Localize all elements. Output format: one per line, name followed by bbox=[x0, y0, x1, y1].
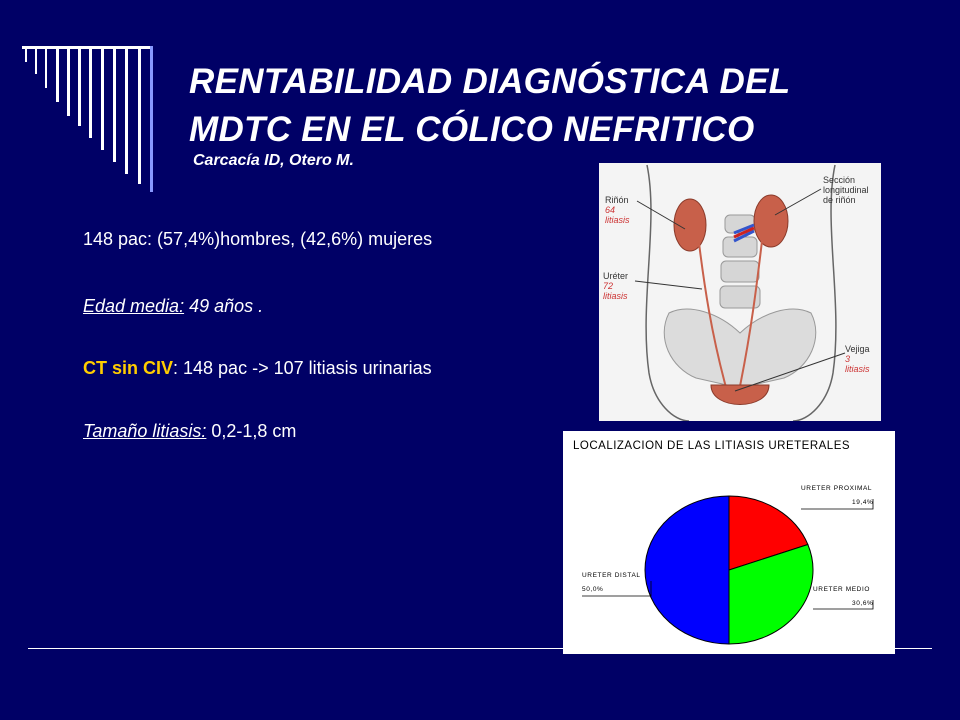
label-section-3: de riñón bbox=[823, 195, 856, 205]
bar-horizontal bbox=[22, 46, 152, 49]
pie-chart bbox=[563, 431, 895, 654]
slice-value-proximal: 19,4% bbox=[852, 499, 874, 506]
label-bladder-name: Vejiga bbox=[845, 344, 870, 354]
bullet-ct-value: : 148 pac -> 107 litiasis urinarias bbox=[173, 358, 432, 378]
bar-vertical-2 bbox=[35, 46, 37, 74]
bullet-age bbox=[83, 296, 263, 317]
vertebra bbox=[723, 237, 757, 257]
bar-vertical-8 bbox=[101, 46, 104, 150]
slice-value-medio: 30,6% bbox=[852, 600, 874, 607]
label-ureter-count: 72 bbox=[603, 281, 614, 291]
bullet-patients bbox=[83, 229, 432, 250]
bar-vertical-4 bbox=[56, 46, 59, 102]
label-kidney-name: Riñón bbox=[605, 195, 629, 205]
vertebra bbox=[721, 261, 759, 282]
label-kidney bbox=[605, 195, 630, 225]
bar-vertical-12 bbox=[150, 46, 153, 192]
title-line-2: MDTC EN EL CÓLICO NEFRITICO bbox=[189, 110, 755, 149]
bar-vertical-5 bbox=[67, 46, 70, 116]
bladder bbox=[711, 385, 769, 405]
pelvis bbox=[664, 309, 816, 388]
slice-value-distal: 50,0% bbox=[582, 586, 604, 593]
title-line-1: RENTABILIDAD DIAGNÓSTICA DEL bbox=[189, 62, 791, 101]
bullet-size-label: Tamaño litiasis: bbox=[83, 421, 207, 441]
bullet-age-value: 49 años . bbox=[184, 296, 264, 316]
bar-vertical-10 bbox=[125, 46, 128, 174]
label-kidney-count: 64 bbox=[605, 205, 616, 215]
pie-slice-distal bbox=[645, 496, 729, 644]
bar-vertical-9 bbox=[113, 46, 116, 162]
slice-label-distal: URETER DISTAL bbox=[582, 572, 641, 579]
authors: Carcacía ID, Otero M. bbox=[193, 152, 354, 169]
urinary-anatomy-illustration bbox=[599, 163, 881, 421]
label-ureter-name: Uréter bbox=[603, 271, 629, 281]
bullet-ct bbox=[83, 358, 432, 379]
bullet-size-value: 0,2-1,8 cm bbox=[206, 421, 297, 441]
label-section bbox=[823, 175, 869, 205]
footer-divider bbox=[28, 648, 932, 649]
label-section-2: longitudinal bbox=[823, 185, 869, 195]
bullet-ct-label: CT sin CIV bbox=[83, 358, 174, 378]
slice-label-proximal: URETER PROXIMAL bbox=[801, 485, 873, 492]
label-bladder-unit: litiasis bbox=[845, 364, 870, 374]
label-ureter bbox=[603, 271, 628, 301]
bar-vertical-6 bbox=[78, 46, 81, 126]
bar-vertical-11 bbox=[138, 46, 141, 184]
bar-vertical-7 bbox=[89, 46, 92, 138]
bullet-size bbox=[83, 421, 296, 442]
chart-title: LOCALIZACION DE LAS LITIASIS URETERALES bbox=[573, 440, 851, 452]
label-ureter-unit: litiasis bbox=[603, 291, 628, 301]
decorative-bars bbox=[0, 0, 160, 200]
label-bladder-count: 3 bbox=[845, 354, 851, 364]
pie-chart-box bbox=[563, 431, 895, 654]
right-kidney bbox=[754, 195, 788, 247]
slice-label-medio: URETER MEDIO bbox=[813, 586, 871, 593]
leader-ureter bbox=[635, 281, 702, 289]
label-kidney-unit: litiasis bbox=[605, 215, 630, 225]
slide-title bbox=[189, 58, 790, 154]
bar-vertical-3 bbox=[45, 46, 47, 88]
bullet-patients-text: 148 pac: (57,4%)hombres, (42,6%) mujeres bbox=[83, 229, 433, 249]
bar-vertical-1 bbox=[25, 46, 27, 62]
label-section-1: Sección bbox=[823, 175, 856, 185]
bullet-age-label: Edad media: bbox=[83, 296, 185, 316]
label-bladder bbox=[845, 344, 870, 374]
